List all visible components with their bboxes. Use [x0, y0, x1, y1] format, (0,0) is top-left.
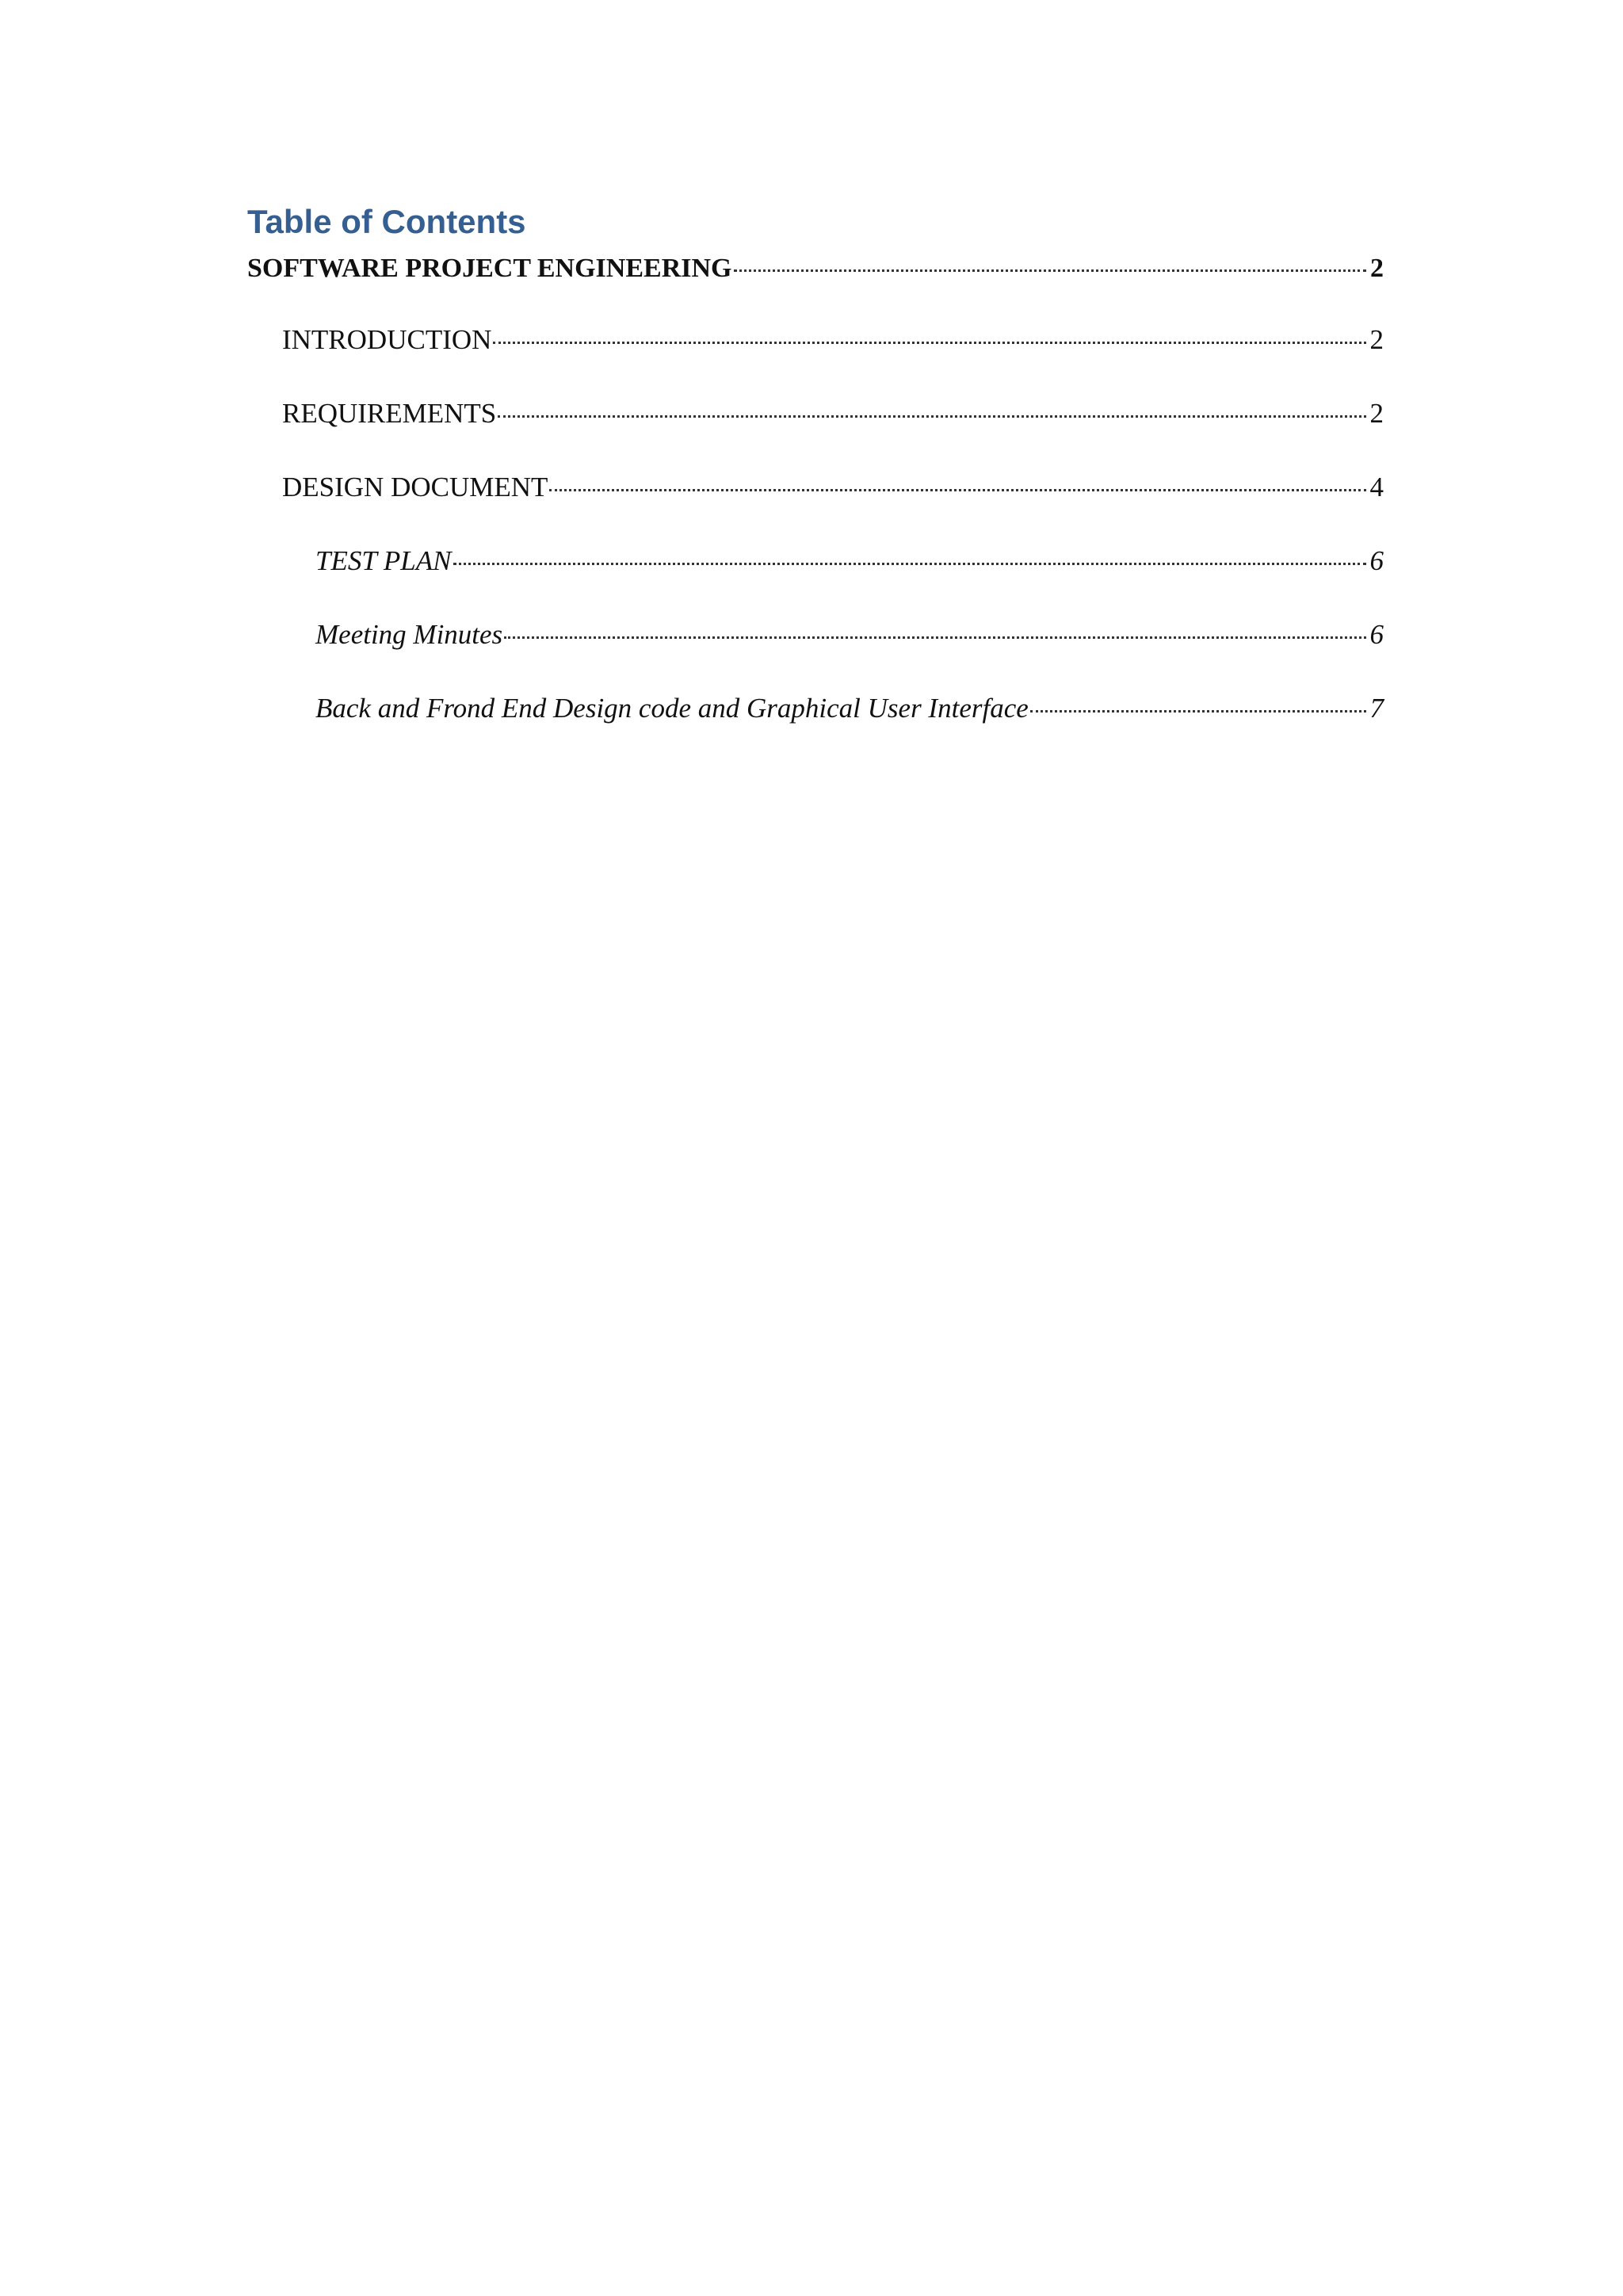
- toc-dot-leader: [504, 616, 1366, 644]
- toc-dot-leader: [498, 395, 1366, 422]
- toc-entry-label: REQUIREMENTS: [282, 398, 497, 429]
- toc-dot-leader: [734, 250, 1367, 277]
- toc-page-number: 7: [1369, 693, 1384, 724]
- toc-page-number: 2: [1370, 254, 1384, 283]
- table-of-contents: [247, 194, 1384, 724]
- toc-entry-back-and-front-end-design[interactable]: [315, 690, 1384, 724]
- toc-page-number: 6: [1369, 619, 1384, 650]
- toc-dot-leader: [1030, 690, 1366, 717]
- toc-entry-label: Meeting Minutes: [315, 619, 503, 650]
- toc-entry-software-project-engineering[interactable]: [247, 250, 1384, 284]
- toc-dot-leader: [549, 468, 1366, 496]
- toc-page-number: 4: [1369, 472, 1384, 502]
- toc-entry-label: TEST PLAN: [315, 545, 452, 576]
- toc-dot-leader: [493, 321, 1366, 349]
- toc-entry-introduction[interactable]: [282, 321, 1384, 356]
- toc-entry-meeting-minutes[interactable]: [315, 616, 1384, 651]
- toc-entry-design-document[interactable]: [282, 468, 1384, 503]
- toc-entry-label: INTRODUCTION: [282, 324, 492, 355]
- toc-page-number: 2: [1369, 324, 1384, 355]
- toc-page-number: 2: [1369, 398, 1384, 429]
- toc-entry-label: SOFTWARE PROJECT ENGINEERING: [247, 254, 732, 283]
- toc-entry-label: Back and Frond End Design code and Graphical User Interface: [315, 693, 1029, 724]
- toc-entry-test-plan[interactable]: [315, 542, 1384, 577]
- toc-entry-label: DESIGN DOCUMENT: [282, 472, 548, 502]
- toc-page-number: 6: [1369, 545, 1384, 576]
- toc-entry-requirements[interactable]: [282, 395, 1384, 430]
- toc-dot-leader: [453, 542, 1367, 570]
- toc-heading: Table of Contents: [247, 203, 526, 240]
